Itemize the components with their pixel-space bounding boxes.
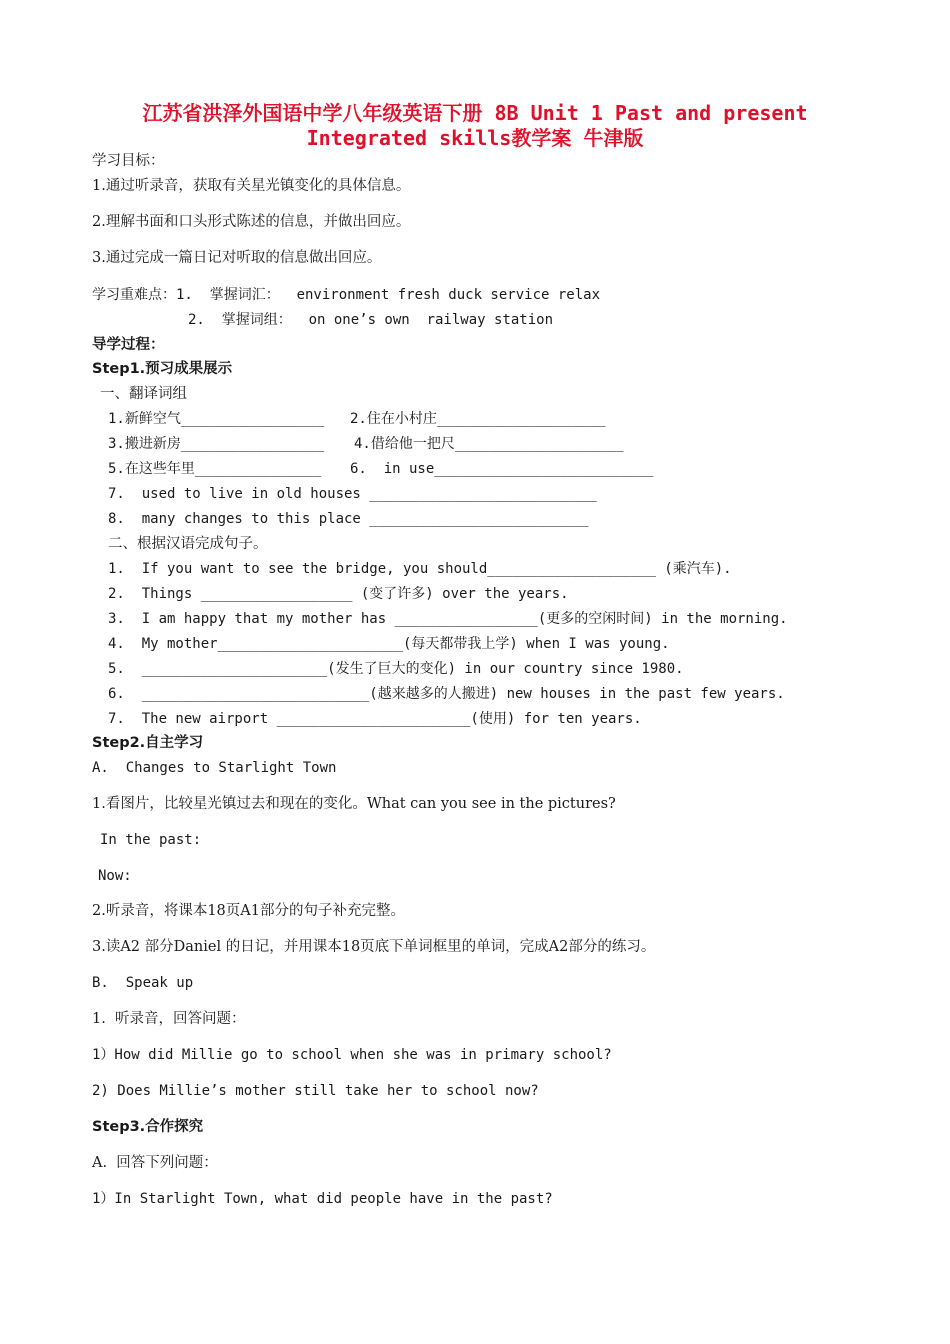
- sentence-item: 6. ___________________________(越来越多的人搬进) new houses in the past few years.: [108, 686, 785, 702]
- objective-item: 1.通过听录音，获取有关星光镇变化的具体信息。: [92, 178, 411, 194]
- translate-item: 4.借给他一把尺____________________: [354, 436, 624, 452]
- step2-b1: 1. 听录音，回答问题：: [92, 1011, 246, 1027]
- key-points-line2: 2. 掌握词组： on one’s own railway station: [188, 312, 554, 328]
- translate-item: 5.在这些年里_______________: [108, 461, 322, 477]
- translate-item: 6. in use__________________________: [350, 461, 654, 477]
- translate-item: 2.住在小村庄____________________: [350, 411, 606, 427]
- step2-question: 1）How did Millie go to school when she was in primary school?: [92, 1047, 612, 1063]
- document-title-line1: 江苏省洪泽外国语中学八年级英语下册 8B Unit 1 Past and present: [142, 101, 808, 125]
- sentence-item: 3. I am happy that my mother has _________________(更多的空闲时间) in the morning.: [108, 611, 788, 627]
- objective-item: 2.理解书面和口头形式陈述的信息，并做出回应。: [92, 214, 411, 230]
- sentence-item: 4. My mother______________________(每天都带我上学) when I was young.: [108, 636, 670, 652]
- step3-question: 1）In Starlight Town, what did people have in the past?: [92, 1191, 553, 1207]
- key-points-line1: 学习重难点：1. 掌握词汇： environment fresh duck service relax: [92, 287, 601, 303]
- step2-past: In the past:: [100, 832, 202, 848]
- step1-heading: Step1.预习成果展示: [92, 361, 233, 377]
- process-heading: 导学过程：: [92, 337, 165, 353]
- step2-a2: 2.听录音，将课本18页A1部分的句子补充完整。: [92, 903, 405, 919]
- step2-question: 2) Does Millie’s mother still take her to school now?: [92, 1083, 539, 1099]
- step2-a3: 3.读A2 部分Daniel 的日记，并用课本18页底下单词框里的单词，完成A2部分的练习。: [92, 939, 656, 955]
- step3-heading: Step3.合作探究: [92, 1119, 204, 1135]
- translate-item: 7. used to live in old houses ___________________________: [108, 486, 597, 502]
- step2-a1: 1.看图片，比较星光镇过去和现在的变化。What can you see in the pictures?: [92, 796, 616, 812]
- translate-item: 8. many changes to this place __________________________: [108, 511, 589, 527]
- sentence-item: 2. Things __________________ (变了许多) over the years.: [108, 586, 569, 602]
- objectives-heading: 学习目标：: [92, 153, 165, 169]
- step2-b-heading: B. Speak up: [92, 975, 194, 991]
- sentence-item: 7. The new airport _______________________(使用) for ten years.: [108, 711, 642, 727]
- step2-heading: Step2.自主学习: [92, 735, 204, 751]
- step1-part2-heading: 二、根据汉语完成句子。: [108, 536, 268, 552]
- step2-now: Now:: [98, 868, 132, 884]
- document-title-line2: Integrated skills教学案 牛津版: [306, 126, 644, 150]
- translate-item: 1.新鲜空气_________________: [108, 411, 325, 427]
- step3-a-heading: A. 回答下列问题：: [92, 1155, 218, 1171]
- step2-a-heading: A. Changes to Starlight Town: [92, 760, 337, 776]
- sentence-item: 5. ______________________(发生了巨大的变化) in our country since 1980.: [108, 661, 684, 677]
- sentence-item: 1. If you want to see the bridge, you should____________________ (乘汽车).: [108, 561, 732, 577]
- translate-item: 3.搬进新房_________________: [108, 436, 325, 452]
- step1-part1-heading: 一、翻译词组: [100, 386, 187, 402]
- objective-item: 3.通过完成一篇日记对听取的信息做出回应。: [92, 250, 382, 266]
